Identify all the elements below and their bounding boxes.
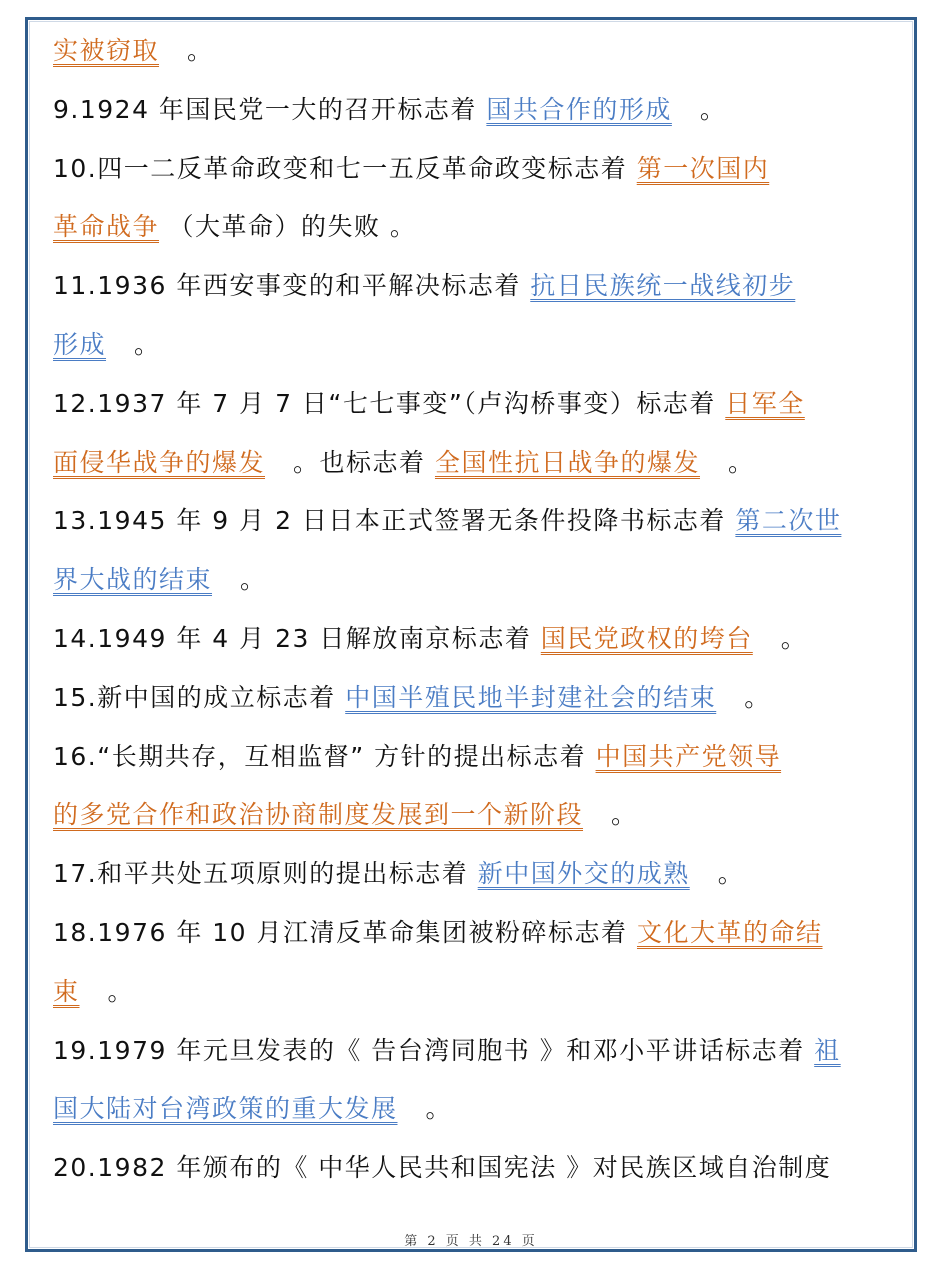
item-12-line-2 xyxy=(53,434,898,493)
answer-text-blue: 新中国外交的成熟 xyxy=(477,859,690,889)
page-footer: 第 2 页 共 24 页 xyxy=(404,1234,538,1249)
answer-text-orange: 中国共产党领导 xyxy=(595,741,782,771)
answer-text-blue: 抗日民族统一战线初步 xyxy=(530,271,796,301)
item-12-line-1 xyxy=(53,375,898,434)
answer-text-blue: 祖 xyxy=(814,1035,841,1065)
answer-text-blue: 第二次世 xyxy=(735,506,842,536)
question-text: 。 xyxy=(744,682,771,712)
item-10-line-1 xyxy=(53,140,898,199)
answer-text-orange: 的多党合作和政治协商制度发展到一个新阶段 xyxy=(53,800,584,830)
question-text: 。 xyxy=(727,447,755,477)
question-text: 13.1945 年 9 月 2 日日本正式签署无条件投降书标志着 xyxy=(53,506,736,536)
question-text: 。 xyxy=(780,623,808,653)
question-text: 。也标志着 xyxy=(293,447,435,477)
document-body xyxy=(53,22,898,1198)
item-16-line-2 xyxy=(53,786,898,845)
question-text: 17.和平共处五项原则的提出标志着 xyxy=(53,859,478,889)
question-text: （大革命）的失败 。 xyxy=(159,212,417,242)
question-text: 10.四一二反革命政变和七一五反革命政变标志着 xyxy=(53,153,637,183)
item-8-tail-line-1 xyxy=(53,22,898,81)
question-text: 。 xyxy=(134,329,161,359)
answer-text-blue: 中国半殖民地半封建社会的结束 xyxy=(345,682,717,712)
question-text: 。 xyxy=(717,859,745,889)
item-16-line-1 xyxy=(53,728,898,787)
answer-text-orange: 革命战争 xyxy=(53,212,160,242)
answer-text-blue: 国大陆对台湾政策的重大发展 xyxy=(53,1094,398,1124)
answer-text-orange: 实被窃取 xyxy=(53,36,160,65)
question-text: 9.1924 年国民党一大的召开标志着 xyxy=(53,94,487,124)
question-text: 。 xyxy=(240,565,267,595)
question-text: 。 xyxy=(187,36,214,65)
question-text: 。 xyxy=(425,1094,453,1124)
item-17-line-1 xyxy=(53,845,898,904)
answer-text-orange: 束 xyxy=(53,976,80,1006)
question-text: 15.新中国的成立标志着 xyxy=(53,682,346,712)
question-text: 。 xyxy=(699,94,727,124)
answer-text-orange: 文化大革的命结 xyxy=(636,917,823,947)
answer-text-orange: 面侵华战争的爆发 xyxy=(53,447,266,477)
item-15-line-1 xyxy=(53,669,898,728)
question-text: 。 xyxy=(107,976,135,1006)
item-19-line-1 xyxy=(53,1022,898,1081)
answer-text-orange: 国民党政权的垮台 xyxy=(540,623,753,653)
item-9-line-1 xyxy=(53,81,898,140)
item-10-line-2 xyxy=(53,198,898,257)
question-text: 16.“长期共存，互相监督” 方针的提出标志着 xyxy=(53,741,596,771)
question-text: 18.1976 年 10 月江清反革命集团被粉碎标志着 xyxy=(53,917,637,947)
item-13-line-2 xyxy=(53,551,898,610)
item-11-line-2 xyxy=(53,316,898,375)
answer-text-orange: 全国性抗日战争的爆发 xyxy=(434,447,700,477)
answer-text-blue: 国共合作的形成 xyxy=(486,94,672,124)
question-text: 20.1982 年颁布的《 中华人民共和国宪法 》对民族区域自治制度 xyxy=(53,1153,832,1183)
item-18-line-1 xyxy=(53,904,898,963)
answer-text-orange: 日军全 xyxy=(725,388,805,418)
question-text: 11.1936 年西安事变的和平解决标志着 xyxy=(53,271,531,301)
question-text: 。 xyxy=(611,800,638,830)
question-text: 14.1949 年 4 月 23 日解放南京标志着 xyxy=(53,623,541,653)
answer-text-blue: 形成 xyxy=(53,329,107,359)
item-14-line-1 xyxy=(53,610,898,669)
item-13-line-1 xyxy=(53,492,898,551)
question-text: 12.1937 年 7 月 7 日“七七事变”（卢沟桥事变）标志着 xyxy=(53,388,726,418)
question-text: 19.1979 年元旦发表的《 告台湾同胞书 》和邓小平讲话标志着 xyxy=(53,1035,815,1065)
item-18-line-2 xyxy=(53,963,898,1022)
item-19-line-2 xyxy=(53,1080,898,1139)
item-11-line-1 xyxy=(53,257,898,316)
item-20-line-1 xyxy=(53,1139,898,1198)
answer-text-blue: 界大战的结束 xyxy=(53,565,213,595)
answer-text-orange: 第一次国内 xyxy=(636,153,770,183)
